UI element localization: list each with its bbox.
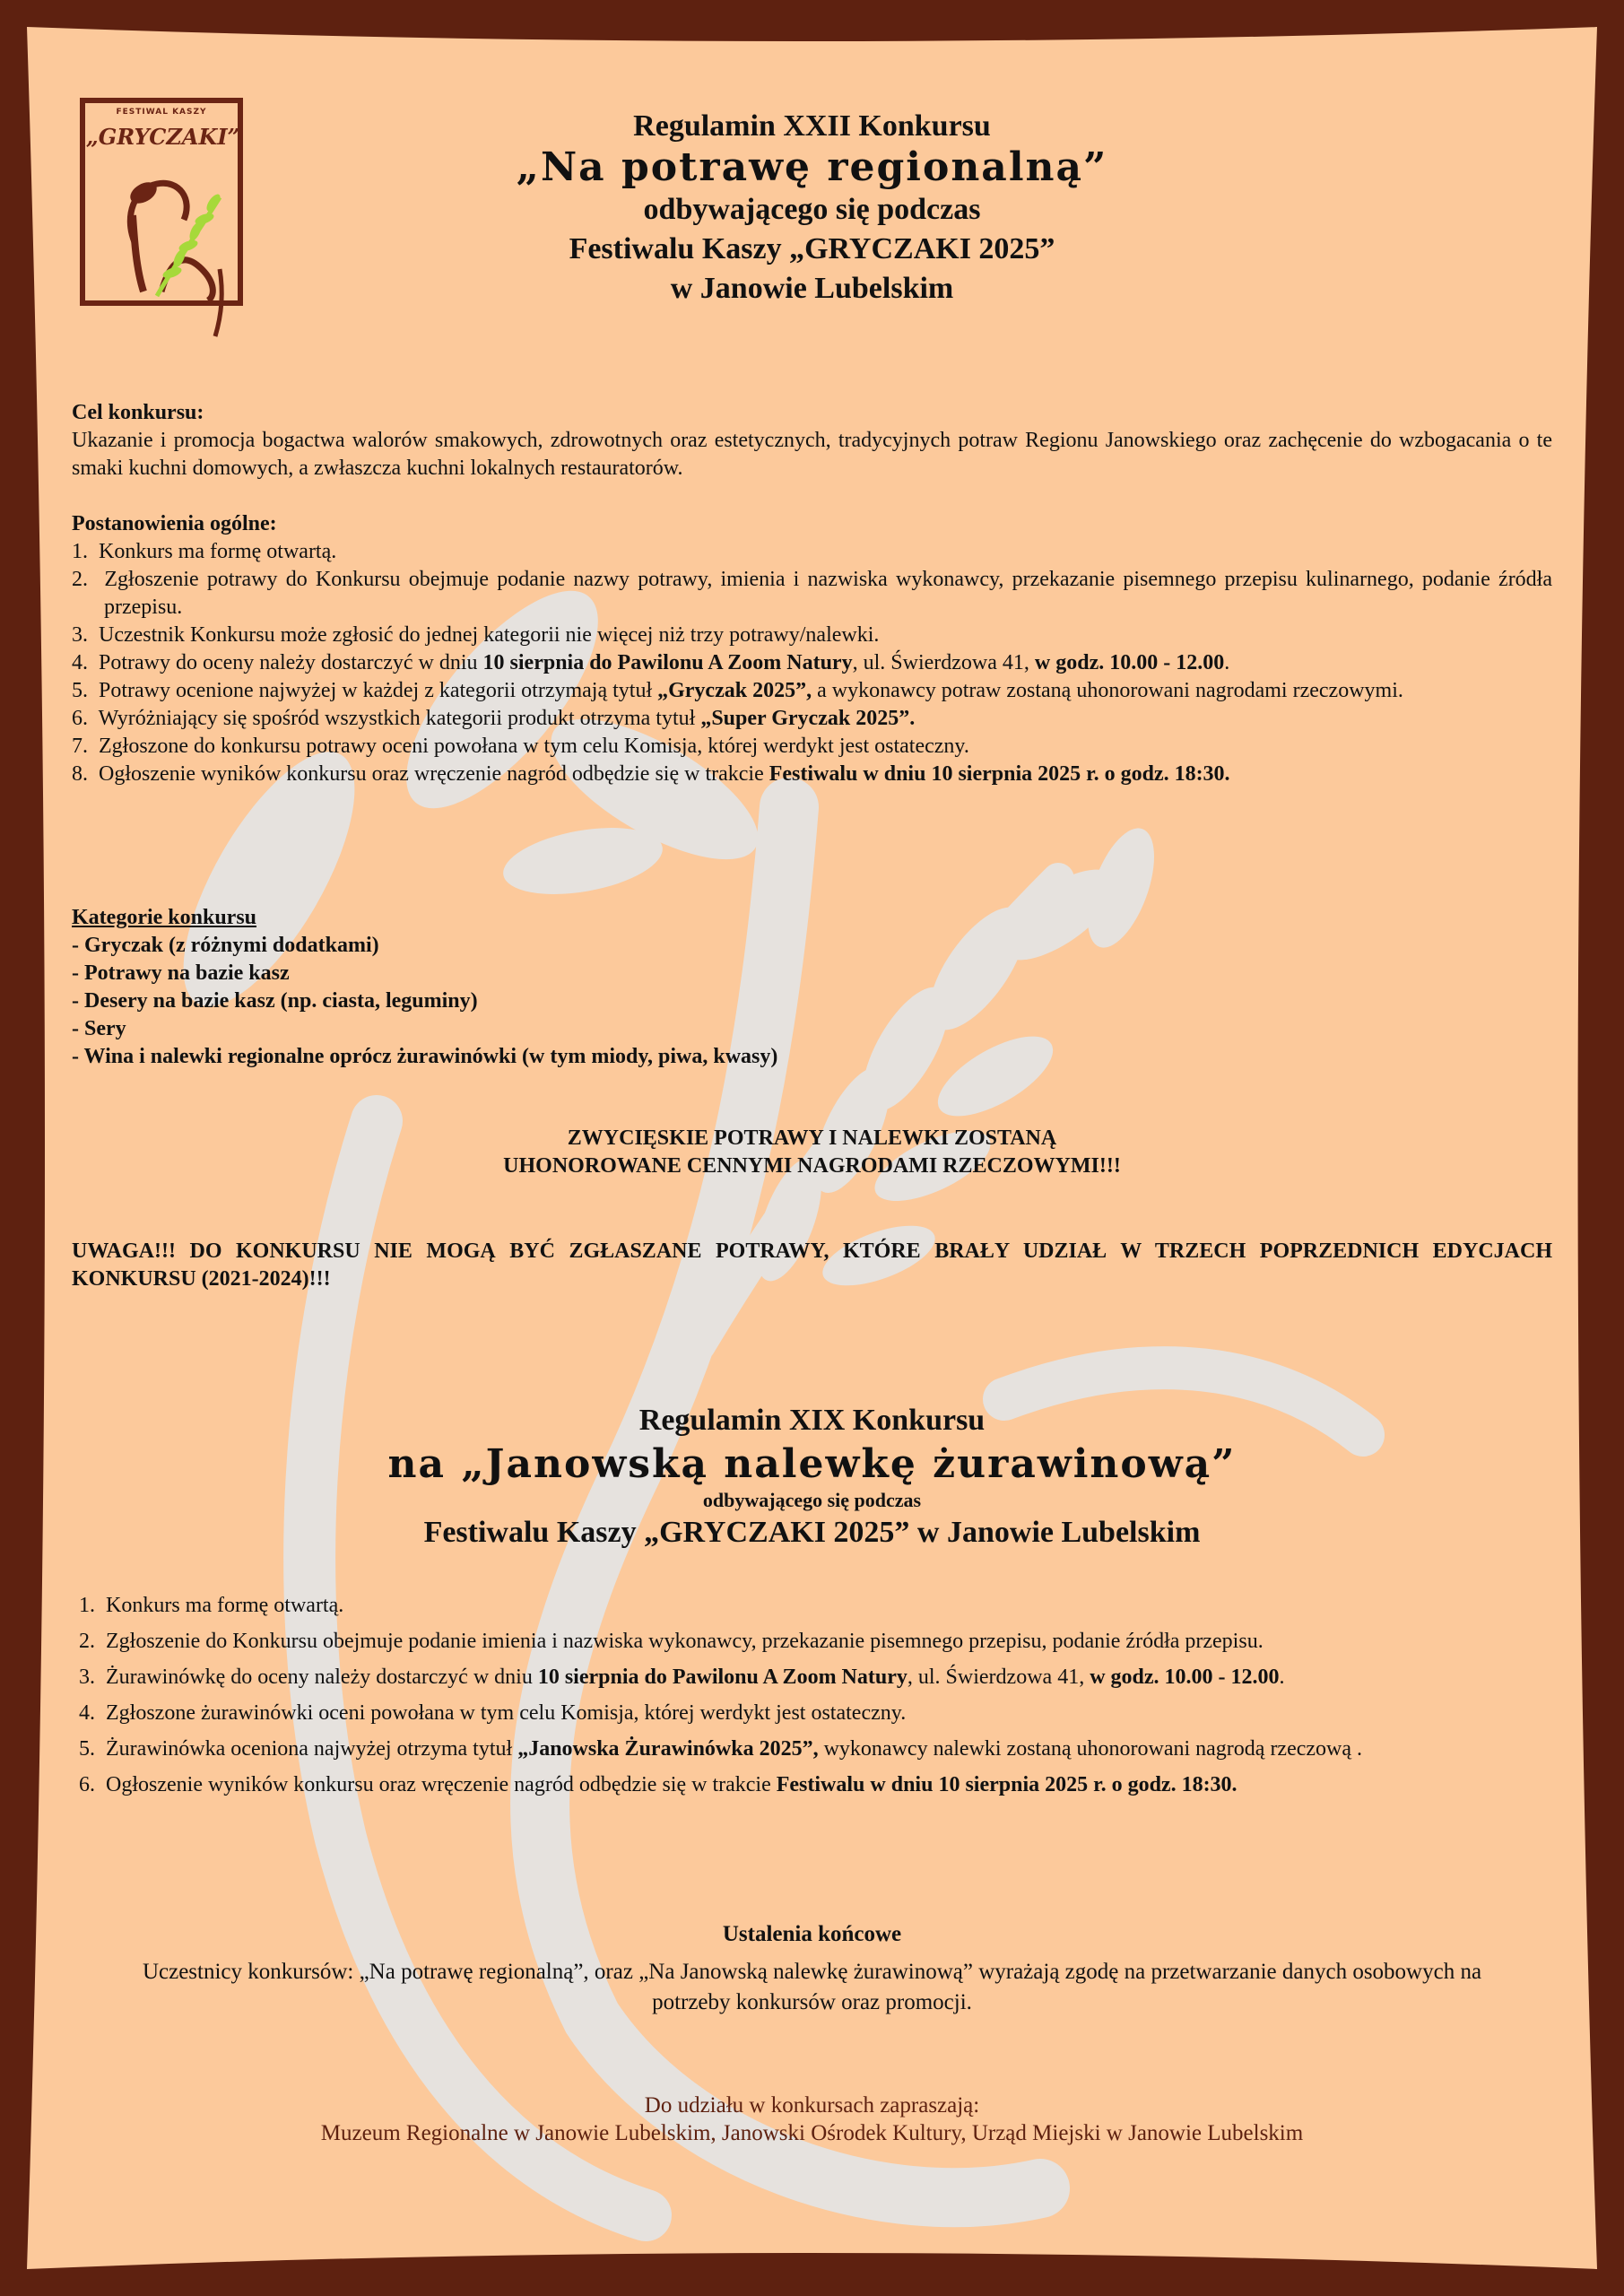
rule-emphasis: w godz. 10.00 - 12.00 [1034, 651, 1225, 674]
rule-number: 8. [72, 762, 99, 786]
kategoria-item: - Desery na bazie kasz (np. ciasta, leguminy) [72, 989, 478, 1013]
ustalenia-title: Ustalenia końcowe [722, 1922, 902, 1946]
header2-line3: odbywającego się podczas [702, 1489, 922, 1511]
regulamin2-list [79, 1587, 1559, 1803]
rule-text: , ul. Świerdzowa 41, [907, 1665, 1090, 1689]
header-block-1 [269, 108, 1355, 309]
kategoria-item: - Sery [72, 1017, 126, 1040]
rule-number: 3. [72, 623, 99, 647]
rule-number: 3. [79, 1665, 106, 1689]
header2-line4: Festiwalu Kaszy „GRYCZAKI 2025” w Janowie Lubelskim [423, 1516, 1201, 1549]
rule-number: 5. [79, 1737, 106, 1761]
ustalenia-text: Uczestnicy konkursów: „Na potrawę regionalną”, oraz „Na Janowską nalewkę żurawinową” wyrażają zgodę na przetwarzanie danych osobowych na potrzeby konkursów oraz promocji. [142, 1960, 1482, 2014]
rule-item [79, 1767, 1559, 1803]
footer-line1: Do udziału w konkursach zapraszają: [644, 2093, 980, 2118]
rule-item [79, 1731, 1559, 1767]
rule-text: Konkurs ma formę otwartą. [106, 1594, 344, 1617]
rule-number: 2. [79, 1630, 106, 1653]
rule-item [72, 761, 1552, 788]
rule-item [72, 705, 1552, 733]
rule-text: a wykonawcy potraw zostaną uhonorowani nagrodami rzeczowymi. [812, 679, 1403, 702]
rule-item [72, 622, 1552, 649]
kategorie-section [72, 904, 1552, 1071]
ustalenia-section [126, 1919, 1498, 2018]
cel-section [72, 399, 1552, 483]
rule-number: 5. [72, 679, 99, 702]
rule-text: Ogłoszenie wyników konkursu oraz wręczenie nagród odbędzie się w trakcie [106, 1773, 777, 1796]
logo-name: „GRYCZAKI” [86, 124, 240, 150]
rule-item [79, 1623, 1559, 1659]
rule-emphasis: Festiwalu w dniu 10 sierpnia 2025 r. o godz. 18:30. [769, 762, 1230, 786]
rule-item [79, 1695, 1559, 1731]
rule-text: Potrawy ocenione najwyżej w każdej z kategorii otrzymają tytuł [99, 679, 658, 702]
rule-number: 2. [72, 568, 105, 591]
header2-title: na „Janowską nalewkę żurawinową” [387, 1441, 1237, 1487]
uwaga-notice: UWAGA!!! DO KONKURSU NIE MOGĄ BYĆ ZGŁASZANE POTRAWY, KTÓRE BRAŁY UDZIAŁ W TRZECH POPRZEDNICH EDYCJACH KONKURSU (2021-2024)!!! [72, 1239, 1552, 1291]
postanowienia-title: Postanowienia ogólne: [72, 512, 277, 535]
rule-text: Żurawinówkę do oceny należy dostarczyć w dniu [106, 1665, 538, 1689]
nagrody-line1: ZWYCIĘSKIE POTRAWY I NALEWKI ZOSTANĄ [567, 1126, 1057, 1150]
rule-item [72, 566, 1552, 622]
header1-line4: Festiwalu Kaszy „GRYCZAKI 2025” [569, 232, 1055, 265]
nagrody-notice [72, 1125, 1552, 1180]
rule-number: 1. [72, 540, 99, 563]
rule-number: 4. [79, 1701, 106, 1725]
regulamin2-section [79, 1587, 1559, 1803]
rule-text: Zgłoszone do konkursu potrawy oceni powołana w tym celu Komisja, której werdykt jest ostateczny. [99, 735, 969, 758]
footer-organizers: Muzeum Regionalne w Janowie Lubelskim, Janowski Ośrodek Kultury, Urząd Miejski w Janowie Lubelskim [320, 2121, 1304, 2145]
kategoria-item: - Wina i nalewki regionalne oprócz żurawinówki (w tym miody, piwa, kwasy) [72, 1045, 778, 1068]
cel-text: Ukazanie i promocja bogactwa walorów smakowych, zdrowotnych oraz estetycznych, tradycyjnych potraw Regionu Janowskiego oraz zachęcenie do wzbogacania o te smaki kuchni domowych, a zwłaszcza kuchni lokalnych restauratorów. [72, 429, 1552, 480]
rule-number: 7. [72, 735, 99, 758]
postanowienia-list [72, 538, 1552, 788]
rule-emphasis: „Super Gryczak 2025”. [700, 707, 916, 730]
cel-title: Cel konkursu: [72, 401, 204, 424]
rule-text: Wyróżniający się spośród wszystkich kategorii produkt otrzyma tytuł [98, 707, 701, 730]
rule-number: 4. [72, 651, 99, 674]
rule-item [72, 733, 1552, 761]
rule-emphasis: „Gryczak 2025”, [657, 679, 812, 702]
rule-text: Potrawy do oceny należy dostarczyć w dniu [99, 651, 483, 674]
nagrody-line2: UHONOROWANE CENNYMI NAGRODAMI RZECZOWYMI!!! [503, 1154, 1121, 1178]
footer [72, 2092, 1552, 2147]
header1-line3: odbywającego się podczas [643, 193, 981, 226]
rule-item [72, 677, 1552, 705]
rule-text: Zgłoszenie potrawy do Konkursu obejmuje podanie nazwy potrawy, imienia i nazwiska wykonawcy, przekazanie pisemnego przepisu kulinarnego, podanie źródła przepisu. [104, 568, 1553, 619]
rule-number: 1. [79, 1594, 106, 1617]
rule-emphasis: w godz. 10.00 - 12.00 [1090, 1665, 1280, 1689]
rule-text: Żurawinówka oceniona najwyżej otrzyma tytuł [106, 1737, 518, 1761]
kategorie-title: Kategorie konkursu [72, 906, 257, 929]
kategoria-item: - Gryczak (z różnymi dodatkami) [72, 934, 379, 957]
rule-text: , ul. Świerdzowa 41, [852, 651, 1035, 674]
rule-text: Konkurs ma formę otwartą. [99, 540, 337, 563]
postanowienia-section [72, 510, 1552, 788]
rule-item [79, 1659, 1559, 1695]
rule-text: Zgłoszone żurawinówki oceni powołana w tym celu Komisja, której werdykt jest ostateczny. [106, 1701, 907, 1725]
header1-title: „Na potrawę regionalną” [516, 144, 1108, 190]
rule-emphasis: „Janowska Żurawinówka 2025”, [517, 1737, 819, 1761]
rule-emphasis: 10 sierpnia do Pawilonu A Zoom Natury [482, 651, 853, 674]
rule-item [79, 1587, 1559, 1623]
rule-text: wykonawcy nalewki zostaną uhonorowani nagrodą rzeczową . [818, 1737, 1363, 1761]
rule-text: Zgłoszenie do Konkursu obejmuje podanie imienia i nazwiska wykonawcy, przekazanie pisemnego przepisu, podanie źródła przepisu. [106, 1630, 1264, 1653]
rule-emphasis: Festiwalu w dniu 10 sierpnia 2025 r. o godz. 18:30. [776, 1773, 1238, 1796]
rule-item [72, 538, 1552, 566]
kategorie-list [72, 932, 1552, 1071]
rule-number: 6. [72, 707, 99, 730]
header2-line1: Regulamin XIX Konkursu [638, 1404, 986, 1437]
rule-number: 6. [79, 1773, 106, 1796]
header-block-2 [72, 1401, 1552, 1553]
logo-top-text: FESTIWAL KASZY [116, 108, 207, 117]
rule-item [72, 649, 1552, 677]
rule-text: Ogłoszenie wyników konkursu oraz wręczenie nagród odbędzie się w trakcie [99, 762, 769, 786]
rule-text: . [1279, 1665, 1285, 1689]
header1-line5: w Janowie Lubelskim [670, 272, 954, 305]
kategoria-item: - Potrawy na bazie kasz [72, 961, 290, 985]
rule-text: . [1224, 651, 1230, 674]
header1-line1: Regulamin XXII Konkursu [633, 109, 991, 143]
rule-emphasis: 10 sierpnia do Pawilonu A Zoom Natury [537, 1665, 908, 1689]
rule-text: Uczestnik Konkursu może zgłosić do jednej kategorii nie więcej niż trzy potrawy/nalewki. [99, 623, 880, 647]
